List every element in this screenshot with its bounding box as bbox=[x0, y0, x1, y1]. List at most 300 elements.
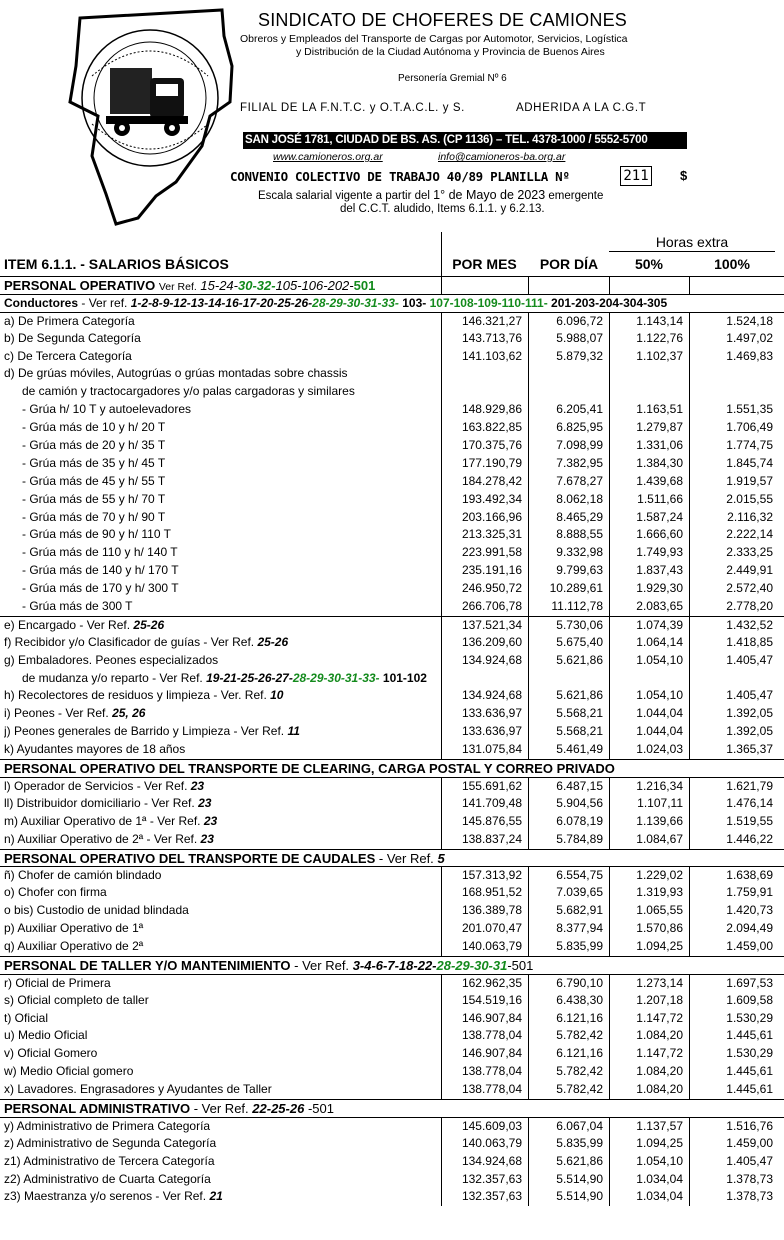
row-reference: 21 bbox=[209, 1189, 223, 1204]
column-divider bbox=[689, 383, 690, 401]
ref-list: 19-21-25-26-27- bbox=[206, 670, 293, 685]
table-row bbox=[0, 455, 784, 473]
ver-ref: - Ver Ref. bbox=[193, 1100, 249, 1116]
value-por-mes: 163.822,85 bbox=[461, 420, 522, 435]
value-horas-100: 1.524,18 bbox=[726, 313, 773, 328]
ref-list-green: 28-29-30-31-33- bbox=[292, 670, 380, 685]
value-por-mes: 146.321,27 bbox=[461, 313, 522, 328]
section-taller bbox=[0, 956, 784, 974]
row-label bbox=[4, 1045, 440, 1063]
section-title: PERSONAL OPERATIVO bbox=[4, 278, 156, 293]
value-horas-100: 2.778,20 bbox=[726, 599, 773, 614]
column-divider bbox=[441, 365, 442, 383]
value-horas-50: 1.024,03 bbox=[636, 742, 683, 757]
value-horas-50: 1.163,51 bbox=[636, 402, 683, 417]
value-horas-100: 2.572,40 bbox=[726, 581, 773, 596]
row-label-text: n) Auxiliar Operativo de 2ª - Ver Ref. bbox=[4, 831, 198, 846]
row-label bbox=[4, 992, 440, 1010]
value-horas-50: 1.084,67 bbox=[636, 831, 683, 846]
value-por-dia: 11.112,78 bbox=[551, 599, 603, 614]
value-por-mes: 168.951,52 bbox=[461, 885, 522, 900]
value-horas-50: 2.083,65 bbox=[636, 599, 683, 614]
value-por-dia: 5.621,86 bbox=[556, 1153, 603, 1168]
column-divider bbox=[441, 383, 442, 401]
row-label bbox=[4, 473, 440, 491]
value-horas-100: 1.621,79 bbox=[726, 778, 773, 793]
column-divider bbox=[689, 277, 690, 294]
value-horas-100: 1.609,58 bbox=[726, 992, 773, 1007]
value-horas-100: 1.516,76 bbox=[726, 1118, 773, 1133]
ref-list-green: 30-32- bbox=[237, 278, 276, 293]
salary-table bbox=[0, 232, 784, 1206]
value-horas-50: 1.044,04 bbox=[636, 724, 683, 739]
table-row bbox=[0, 473, 784, 491]
row-reference: 10 bbox=[270, 688, 284, 703]
value-por-mes: 134.924,68 bbox=[461, 1153, 522, 1168]
adherida-text: ADHERIDA A LA C.G.T bbox=[516, 102, 647, 114]
row-label-text: o bis) Custodio de unidad blindada bbox=[4, 903, 189, 918]
ref-list: 3-4-6-7-18-22- bbox=[352, 957, 437, 973]
row-label-text: ll) Distribuidor domiciliario - Ver Ref. bbox=[4, 795, 195, 810]
value-horas-100: 1.365,37 bbox=[726, 742, 773, 757]
header-row-columns bbox=[0, 252, 784, 276]
value-horas-50: 1.929,30 bbox=[636, 581, 683, 596]
value-horas-50: 1.122,76 bbox=[636, 330, 683, 345]
value-por-dia: 7.678,27 bbox=[556, 473, 603, 488]
escala-prefix: Escala salarial vigente a partir del bbox=[258, 190, 430, 202]
value-horas-50: 1.229,02 bbox=[636, 868, 683, 883]
ref-list: 101-102 bbox=[382, 670, 427, 685]
value-por-mes: 132.357,63 bbox=[461, 1171, 522, 1186]
value-horas-50: 1.054,10 bbox=[636, 652, 683, 667]
table-row bbox=[0, 491, 784, 509]
table-row bbox=[0, 1045, 784, 1063]
value-horas-50: 1.749,93 bbox=[636, 545, 683, 560]
ver-ref: Ver Ref. bbox=[158, 281, 197, 293]
value-por-dia: 5.988,07 bbox=[556, 330, 603, 345]
value-por-mes: 141.103,62 bbox=[461, 348, 522, 363]
value-horas-100: 2.333,25 bbox=[726, 545, 773, 560]
value-por-mes: 138.778,04 bbox=[461, 1082, 522, 1097]
value-horas-100: 1.919,57 bbox=[726, 473, 773, 488]
ref-list-green: 28-29-30-31-33- bbox=[312, 295, 399, 310]
value-por-mes: 146.907,84 bbox=[461, 1010, 522, 1025]
table-row bbox=[0, 348, 784, 366]
value-por-dia: 6.121,16 bbox=[556, 1046, 603, 1061]
row-label-text: a) De Primera Categoría bbox=[4, 313, 135, 328]
table-row bbox=[0, 920, 784, 938]
row-label bbox=[4, 1118, 440, 1135]
value-horas-100: 1.530,29 bbox=[726, 1010, 773, 1025]
column-divider bbox=[609, 277, 610, 294]
escala-suffix: emergente bbox=[548, 190, 604, 202]
personeria-gremial: Personería Gremial Nº 6 bbox=[398, 73, 507, 84]
value-horas-100: 1.432,52 bbox=[726, 617, 773, 632]
document-header bbox=[0, 0, 784, 228]
value-horas-100: 1.405,47 bbox=[726, 652, 773, 667]
value-por-dia: 5.835,99 bbox=[556, 938, 603, 953]
row-label-text: m) Auxiliar Operativo de 1ª - Ver Ref. bbox=[4, 813, 201, 828]
table-row bbox=[0, 1010, 784, 1028]
value-por-mes: 137.521,34 bbox=[461, 617, 522, 632]
email-link[interactable]: info@camioneros-ba.org.ar bbox=[438, 151, 566, 163]
value-por-mes: 203.166,96 bbox=[461, 509, 522, 524]
table-row bbox=[0, 1188, 784, 1206]
ver-ref: - Ver ref. bbox=[81, 295, 128, 310]
section-label bbox=[4, 1100, 780, 1117]
value-horas-50: 1.207,18 bbox=[636, 992, 683, 1007]
value-horas-50: 1.139,66 bbox=[636, 813, 683, 828]
row-label bbox=[4, 902, 440, 920]
value-horas-100: 1.445,61 bbox=[726, 1064, 773, 1079]
row-label bbox=[4, 938, 440, 956]
row-label bbox=[4, 544, 440, 562]
value-horas-50: 1.064,14 bbox=[636, 634, 683, 649]
value-por-dia: 6.790,10 bbox=[556, 975, 603, 990]
value-horas-100: 1.530,29 bbox=[726, 1046, 773, 1061]
table-row bbox=[0, 723, 784, 741]
row-label-text: c) De Tercera Categoría bbox=[4, 348, 132, 363]
value-horas-50: 1.279,87 bbox=[636, 420, 683, 435]
ver-ref: - Ver Ref. bbox=[378, 850, 434, 866]
row-reference: 23 bbox=[203, 813, 218, 828]
row-label-text: o) Chofer con firma bbox=[4, 885, 107, 900]
value-horas-100: 1.774,75 bbox=[726, 438, 773, 453]
row-label bbox=[4, 705, 440, 723]
value-horas-100: 2.015,55 bbox=[726, 491, 773, 506]
value-horas-100: 1.459,00 bbox=[726, 1135, 773, 1150]
row-label: de camión y tractocargadores y/o palas cargadoras y similares bbox=[22, 384, 355, 399]
row-reference: 23 bbox=[190, 778, 205, 793]
ver-ref: - Ver Ref. bbox=[294, 957, 350, 973]
table-row bbox=[0, 1117, 784, 1135]
value-por-mes: 136.209,60 bbox=[461, 634, 522, 649]
ref-list: 105-106-202- bbox=[275, 278, 354, 293]
value-por-dia: 5.568,21 bbox=[556, 706, 603, 721]
row-label bbox=[4, 617, 440, 634]
section-title: PERSONAL OPERATIVO DEL TRANSPORTE DE CAUDALES bbox=[4, 850, 376, 866]
value-horas-50: 1.107,11 bbox=[637, 795, 683, 810]
section-title: PERSONAL OPERATIVO DEL TRANSPORTE DE CLEARING, CARGA POSTAL Y CORREO PRIVADO bbox=[4, 761, 615, 777]
value-por-mes: 146.907,84 bbox=[461, 1046, 522, 1061]
table-row bbox=[0, 813, 784, 831]
value-por-mes: 235.191,16 bbox=[461, 563, 522, 578]
row-label-text: l) Operador de Servicios - Ver Ref. bbox=[4, 778, 188, 793]
conductores-label bbox=[4, 295, 780, 312]
value-horas-50: 1.084,20 bbox=[636, 1064, 683, 1079]
value-por-mes: 134.924,68 bbox=[461, 688, 522, 703]
table-row bbox=[0, 1171, 784, 1189]
value-horas-50: 1.319,93 bbox=[636, 885, 683, 900]
value-por-dia: 5.514,90 bbox=[556, 1189, 603, 1204]
table-row bbox=[0, 795, 784, 813]
row-label bbox=[4, 884, 440, 902]
value-por-mes: 140.063,79 bbox=[461, 1135, 522, 1150]
value-horas-50: 1.084,20 bbox=[636, 1082, 683, 1097]
column-divider bbox=[689, 670, 690, 688]
website-link[interactable]: www.camioneros.org.ar bbox=[273, 151, 383, 163]
value-horas-100: 1.378,73 bbox=[726, 1171, 773, 1186]
col-header-por-dia: POR DÍA bbox=[539, 256, 599, 272]
row-label-text: v) Oficial Gomero bbox=[4, 1046, 98, 1061]
value-horas-50: 1.102,37 bbox=[636, 348, 683, 363]
value-por-mes: 155.691,62 bbox=[461, 778, 522, 793]
value-horas-100: 1.420,73 bbox=[726, 903, 773, 918]
value-horas-100: 1.476,14 bbox=[726, 795, 773, 810]
value-horas-100: 1.519,55 bbox=[726, 813, 773, 828]
row-label bbox=[4, 419, 440, 437]
row-label bbox=[4, 831, 440, 849]
row-label-text: f) Recibidor y/o Clasificador de guías - Ver Ref. bbox=[4, 634, 255, 649]
row-label bbox=[4, 580, 440, 598]
address-bar: SAN JOSÉ 1781, CIUDAD DE BS. AS. (CP 1136) – TEL. 4378-1000 / 5552-5700 bbox=[243, 132, 687, 149]
value-horas-50: 1.034,04 bbox=[636, 1171, 683, 1186]
value-por-mes: 162.962,35 bbox=[461, 975, 522, 990]
section-label bbox=[4, 850, 780, 867]
row-label bbox=[4, 1188, 440, 1206]
value-por-mes: 131.075,84 bbox=[461, 742, 522, 757]
value-por-dia: 8.062,18 bbox=[556, 491, 603, 506]
value-por-mes: 138.778,04 bbox=[461, 1028, 522, 1043]
value-horas-50: 1.084,20 bbox=[636, 1028, 683, 1043]
row-label-text: z3) Maestranza y/o serenos - Ver Ref. bbox=[4, 1189, 207, 1204]
row-label-text: - Grúa más de 70 y h/ 90 T bbox=[22, 509, 166, 524]
row-label-text: - Grúa más de 35 y h/ 45 T bbox=[22, 455, 166, 470]
row-label bbox=[4, 687, 440, 705]
table-row bbox=[0, 992, 784, 1010]
row-label-text: t) Oficial bbox=[4, 1010, 49, 1025]
column-divider bbox=[528, 365, 529, 383]
value-por-mes: 266.706,78 bbox=[461, 599, 522, 614]
row-label bbox=[4, 795, 440, 813]
table-row bbox=[0, 1135, 784, 1153]
value-por-dia: 5.621,86 bbox=[556, 652, 603, 667]
value-horas-100: 1.469,83 bbox=[726, 348, 773, 363]
value-horas-100: 1.497,02 bbox=[726, 330, 773, 345]
value-horas-50: 1.666,60 bbox=[636, 527, 683, 542]
column-divider bbox=[528, 383, 529, 401]
value-por-dia: 6.554,75 bbox=[556, 868, 603, 883]
value-por-mes: 184.278,42 bbox=[461, 473, 522, 488]
table-row bbox=[0, 741, 784, 759]
row-label bbox=[4, 509, 440, 527]
table-row bbox=[0, 1081, 784, 1099]
value-horas-100: 2.222,14 bbox=[726, 527, 773, 542]
row-reference: 11 bbox=[287, 724, 300, 739]
value-por-dia: 5.782,42 bbox=[556, 1082, 603, 1097]
column-divider bbox=[609, 365, 610, 383]
value-horas-50: 1.143,14 bbox=[636, 313, 683, 328]
table-row bbox=[0, 687, 784, 705]
value-horas-50: 1.147,72 bbox=[636, 1010, 683, 1025]
ref-list: 22-25-26 bbox=[252, 1100, 305, 1116]
value-por-dia: 6.438,30 bbox=[556, 992, 603, 1007]
ref-list: -501 bbox=[307, 1100, 334, 1116]
value-por-dia: 6.121,16 bbox=[556, 1010, 603, 1025]
value-horas-50: 1.273,14 bbox=[636, 975, 683, 990]
value-horas-100: 2.449,91 bbox=[726, 563, 773, 578]
row-label-text: - Grúa más de 55 y h/ 70 T bbox=[22, 491, 166, 506]
row-label: g) Embaladores. Peones especializados bbox=[4, 652, 219, 667]
value-por-dia: 6.487,15 bbox=[556, 778, 603, 793]
value-por-mes: 134.924,68 bbox=[461, 652, 522, 667]
value-por-dia: 8.888,55 bbox=[556, 527, 603, 542]
value-horas-50: 1.216,34 bbox=[636, 778, 683, 793]
value-por-dia: 5.568,21 bbox=[556, 724, 603, 739]
ref-list: 103- bbox=[402, 295, 427, 310]
value-horas-50: 1.054,10 bbox=[636, 1153, 683, 1168]
value-horas-50: 1.837,43 bbox=[636, 563, 683, 578]
value-por-mes: 138.837,24 bbox=[461, 831, 522, 846]
value-horas-100: 1.405,47 bbox=[726, 688, 773, 703]
value-por-dia: 5.621,86 bbox=[556, 688, 603, 703]
value-horas-100: 1.551,35 bbox=[726, 402, 773, 417]
row-label bbox=[4, 330, 440, 348]
row-label-text: de mudanza y/o reparto - Ver Ref. bbox=[22, 670, 203, 685]
planilla-number: 211 bbox=[620, 166, 652, 186]
value-horas-100: 1.706,49 bbox=[726, 420, 773, 435]
column-divider bbox=[609, 670, 610, 688]
row-label bbox=[4, 723, 440, 741]
row-label-text: - Grúa más de 20 y h/ 35 T bbox=[22, 438, 166, 453]
value-horas-50: 1.094,25 bbox=[636, 938, 683, 953]
table-row bbox=[0, 902, 784, 920]
row-label-text: w) Medio Oficial gomero bbox=[4, 1064, 134, 1079]
value-por-dia: 6.096,72 bbox=[556, 313, 603, 328]
value-por-mes: 136.389,78 bbox=[461, 903, 522, 918]
value-horas-50: 1.587,24 bbox=[636, 509, 683, 524]
table-row bbox=[0, 580, 784, 598]
value-horas-50: 1.054,10 bbox=[636, 688, 683, 703]
value-horas-100: 1.392,05 bbox=[726, 706, 773, 721]
value-horas-50: 1.331,06 bbox=[636, 438, 683, 453]
column-divider bbox=[528, 670, 529, 688]
row-label-text: - Grúa más de 45 y h/ 55 T bbox=[22, 473, 166, 488]
row-label bbox=[4, 437, 440, 455]
row-label bbox=[4, 401, 440, 419]
row-label-text: - Grúa más de 170 y h/ 300 T bbox=[22, 581, 179, 596]
filial-text: FILIAL DE LA F.N.T.C. y O.T.A.C.L. y S. bbox=[240, 102, 465, 114]
row-reference: 25-26 bbox=[257, 634, 289, 649]
table-row bbox=[0, 598, 784, 616]
row-label-text: q) Auxiliar Operativo de 2ª bbox=[4, 938, 144, 953]
section-label bbox=[4, 760, 780, 777]
table-row bbox=[0, 1027, 784, 1045]
value-por-dia: 8.377,94 bbox=[556, 921, 603, 936]
table-row bbox=[0, 509, 784, 527]
row-label-text: z1) Administrativo de Tercera Categoría bbox=[4, 1153, 215, 1168]
row-label bbox=[4, 634, 440, 652]
value-por-dia: 5.461,49 bbox=[556, 742, 603, 757]
value-por-dia: 9.799,63 bbox=[556, 563, 603, 578]
section-clearing bbox=[0, 759, 784, 777]
value-por-dia: 5.730,06 bbox=[556, 617, 603, 632]
value-por-dia: 5.904,56 bbox=[556, 795, 603, 810]
value-horas-100: 1.759,91 bbox=[726, 885, 773, 900]
ref-list: 201-203-204-304-305 bbox=[551, 295, 668, 310]
value-horas-50: 1.439,68 bbox=[636, 473, 683, 488]
column-divider bbox=[609, 383, 610, 401]
value-por-mes: 141.709,48 bbox=[461, 795, 522, 810]
value-horas-100: 2.094,49 bbox=[726, 921, 773, 936]
row-label bbox=[4, 1135, 440, 1153]
value-por-mes: 148.929,86 bbox=[461, 402, 522, 417]
table-row bbox=[0, 1153, 784, 1171]
row-reference: 23 bbox=[200, 831, 214, 846]
row-label-text: - Grúa más de 90 y h/ 110 T bbox=[22, 527, 171, 542]
row-label bbox=[4, 491, 440, 509]
union-subtitle-2: y Distribución de la Ciudad Autónoma y Provincia de Buenos Aires bbox=[296, 46, 605, 58]
value-por-mes: 170.375,76 bbox=[461, 438, 522, 453]
item-title: ITEM 6.1.1. - SALARIOS BÁSICOS bbox=[4, 256, 229, 272]
union-logo-map-truck-icon bbox=[62, 6, 238, 228]
value-por-dia: 5.782,42 bbox=[556, 1064, 603, 1079]
row-label bbox=[4, 562, 440, 580]
union-subtitle-1: Obreros y Empleados del Transporte de Cargas por Automotor, Servicios, Logística bbox=[240, 33, 628, 45]
value-horas-100: 1.638,69 bbox=[726, 868, 773, 883]
currency-symbol: $ bbox=[680, 168, 688, 183]
row-label bbox=[4, 348, 440, 366]
value-por-dia: 7.382,95 bbox=[556, 455, 603, 470]
ref-list: -501 bbox=[507, 957, 534, 973]
value-horas-50: 1.384,30 bbox=[636, 455, 683, 470]
ref-list: 1-2-8-9-12-13-14-16-17-20-25-26- bbox=[130, 295, 313, 310]
table-row bbox=[0, 616, 784, 634]
row-label: d) De grúas móviles, Autogrúas o grúas montadas sobre chassis bbox=[4, 366, 348, 381]
value-por-dia: 10.289,61 bbox=[549, 581, 603, 596]
section-title: PERSONAL DE TALLER Y/O MANTENIMIENTO bbox=[4, 957, 291, 973]
value-por-dia: 6.825,95 bbox=[556, 420, 603, 435]
value-por-dia: 7.098,99 bbox=[556, 438, 603, 453]
table-row bbox=[0, 526, 784, 544]
table-row-continuation bbox=[0, 670, 784, 688]
row-label bbox=[4, 1153, 440, 1171]
table-row bbox=[0, 437, 784, 455]
conductores-title: Conductores bbox=[4, 295, 79, 310]
row-label-text: k) Ayudantes mayores de 18 años bbox=[4, 742, 186, 757]
value-por-mes: 193.492,34 bbox=[461, 491, 522, 506]
table-row bbox=[0, 312, 784, 330]
column-divider bbox=[441, 232, 442, 252]
escala-line-1 bbox=[258, 188, 603, 202]
value-por-mes: 145.609,03 bbox=[461, 1118, 522, 1133]
row-label bbox=[4, 670, 440, 688]
table-row bbox=[0, 401, 784, 419]
table-row bbox=[0, 330, 784, 348]
row-label bbox=[4, 455, 440, 473]
table-row bbox=[0, 419, 784, 437]
row-label bbox=[4, 813, 440, 831]
value-horas-50: 1.074,39 bbox=[636, 617, 683, 632]
value-horas-100: 1.697,53 bbox=[726, 975, 773, 990]
value-horas-100: 1.459,00 bbox=[726, 938, 773, 953]
value-horas-50: 1.034,04 bbox=[636, 1189, 683, 1204]
value-por-mes: 177.190,79 bbox=[461, 455, 522, 470]
table-row bbox=[0, 652, 784, 670]
row-label bbox=[4, 867, 440, 884]
value-por-dia: 5.782,42 bbox=[556, 1028, 603, 1043]
value-horas-100: 1.445,61 bbox=[726, 1028, 773, 1043]
col-header-por-mes: POR MES bbox=[452, 256, 517, 272]
row-reference: 23 bbox=[198, 795, 212, 810]
table-row bbox=[0, 634, 784, 652]
value-horas-50: 1.570,86 bbox=[636, 921, 683, 936]
value-por-dia: 5.784,89 bbox=[556, 831, 603, 846]
row-label-text: x) Lavadores. Engrasadores y Ayudantes de Taller bbox=[4, 1082, 272, 1097]
row-label bbox=[4, 598, 440, 616]
row-reference: 25, 26 bbox=[112, 706, 146, 721]
gruas-title-row bbox=[0, 365, 784, 383]
